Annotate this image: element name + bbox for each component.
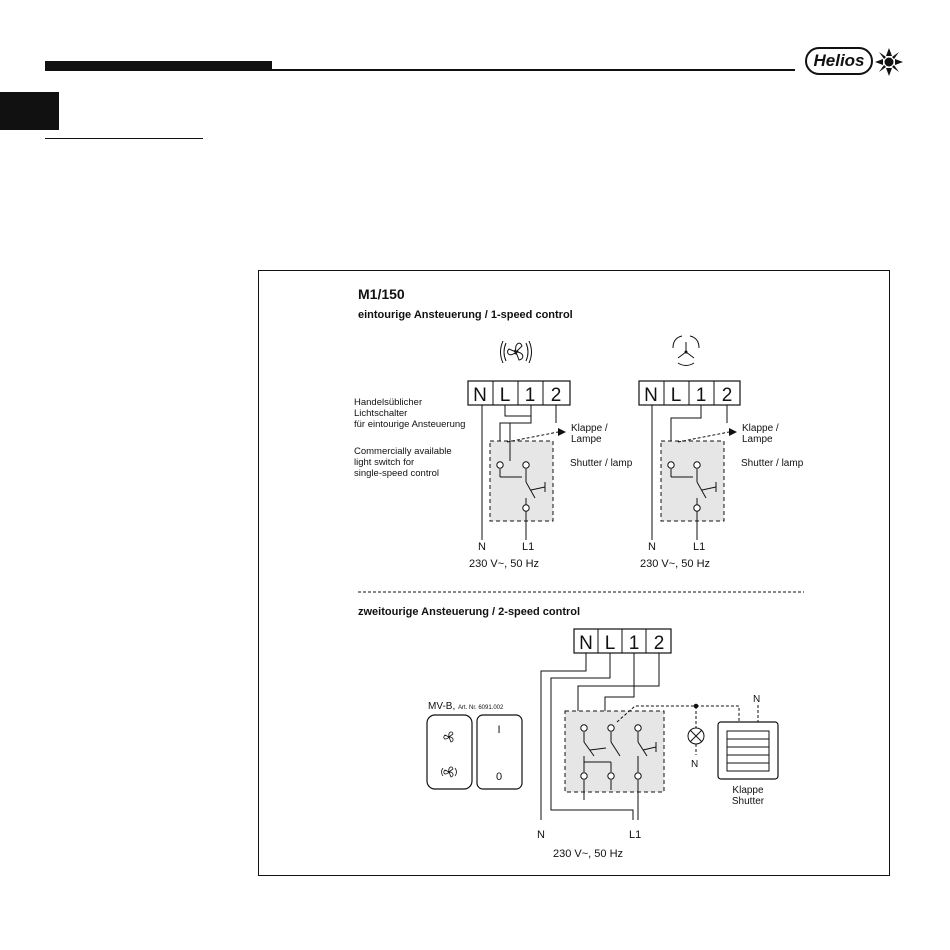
switch-desc-en-1: Commercially available — [354, 446, 452, 457]
arrow-icon — [729, 428, 737, 436]
mvb-art-nr: Art. Nr. 6091.002 — [458, 705, 504, 711]
label-l1: L1 — [629, 829, 642, 841]
switch-desc-de-2: Lichtschalter — [354, 408, 408, 419]
switch-desc-de-1: Handelsüblicher — [354, 397, 423, 408]
label-klappe-lampe-1: Klappe / — [742, 423, 779, 434]
terminal-2: 2 — [550, 385, 562, 406]
wiring-1speed-right — [652, 405, 729, 540]
terminal-2: 2 — [653, 633, 665, 654]
one-speed-title: eintourige Ansteuerung / 1-speed control — [358, 309, 573, 321]
label-n: N — [537, 829, 545, 841]
label-klappe: Klappe — [732, 785, 764, 796]
switch-off-label: 0 — [495, 771, 503, 783]
terminal-1: 1 — [524, 385, 536, 406]
helios-logo-text: Helios — [813, 51, 865, 70]
arrow-icon — [558, 428, 566, 436]
switch-desc-de-3: für eintourige Ansteuerung — [354, 419, 466, 430]
label-l1: L1 — [693, 541, 706, 553]
terminal-2: 2 — [721, 385, 733, 406]
switch-on-label: I — [497, 724, 501, 736]
label-n: N — [478, 541, 486, 553]
wiring-1speed-left — [482, 405, 558, 540]
label-klappe-lampe-2: Lampe — [571, 434, 602, 445]
label-supply: 230 V~, 50 Hz — [640, 558, 711, 570]
switch-desc-en-3: single-speed control — [354, 468, 440, 479]
label-l1: L1 — [522, 541, 535, 553]
terminal-l: L — [670, 385, 682, 406]
label-shutter-lamp: Shutter / lamp — [741, 458, 804, 469]
label-supply: 230 V~, 50 Hz — [553, 848, 624, 860]
junction-dot — [694, 704, 699, 709]
terminal-n: N — [644, 385, 658, 406]
terminal-block-1speed-right — [639, 381, 740, 406]
terminal-n: N — [473, 385, 487, 406]
label-shutter-lamp: Shutter / lamp — [570, 458, 633, 469]
shutter-icon — [718, 722, 778, 779]
label-shutter: Shutter — [731, 796, 765, 807]
fan-stopped-icon — [673, 336, 699, 366]
label-n-top: N — [753, 694, 761, 705]
label-n-lamp: N — [691, 759, 699, 770]
terminal-n: N — [579, 633, 593, 654]
terminal-l: L — [604, 633, 616, 654]
label-klappe-lampe-2: Lampe — [742, 434, 773, 445]
model-title: M1/150 — [358, 286, 405, 302]
lamp-icon — [688, 728, 704, 744]
switch-desc-en-2: light switch for — [354, 457, 415, 468]
label-n: N — [648, 541, 656, 553]
terminal-1: 1 — [628, 633, 640, 654]
fan-running-icon — [501, 341, 532, 363]
label-klappe-lampe-1: Klappe / — [571, 423, 608, 434]
terminal-1: 1 — [695, 385, 707, 406]
terminal-block-2speed — [574, 629, 671, 654]
terminal-block-1speed-left — [468, 381, 570, 406]
mvb-label: MV-B, — [428, 701, 456, 712]
two-speed-title: zweitourige Ansteuerung / 2-speed control — [358, 606, 581, 618]
label-supply: 230 V~, 50 Hz — [469, 558, 540, 570]
mvb-speed-panel — [427, 715, 472, 789]
terminal-l: L — [499, 385, 511, 406]
